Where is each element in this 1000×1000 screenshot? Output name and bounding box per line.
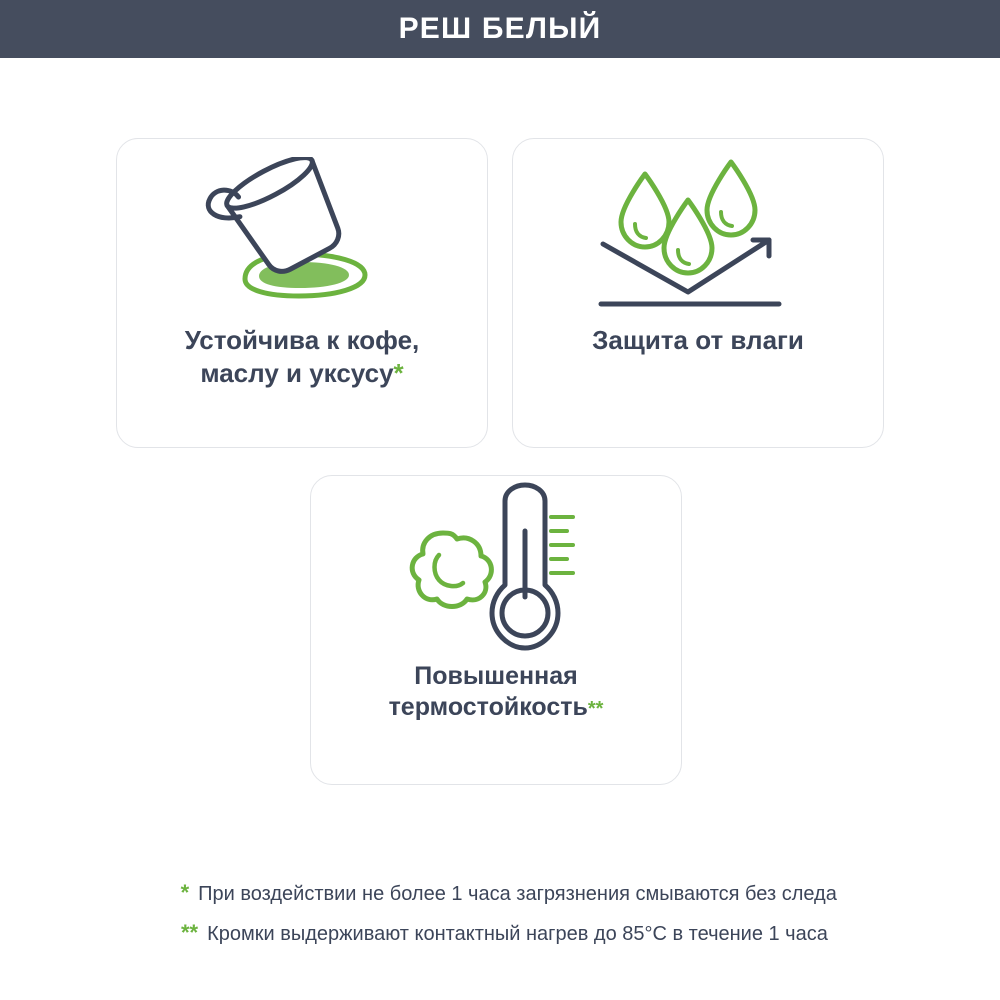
feature-label-line2: маслу и уксусу	[200, 357, 394, 388]
feature-card-label	[574, 324, 822, 357]
footnote-single-asterisk	[163, 880, 837, 906]
feature-card-coffee-oil-vinegar-resistance[interactable]	[116, 138, 488, 448]
footnote-marker-double: **	[181, 920, 199, 945]
page-title: РЕШ БЕЛЫЙ	[398, 12, 602, 45]
thermometer-steam-icon	[311, 476, 681, 661]
footnotes	[0, 880, 1000, 946]
footnote-text: При воздействии не более 1 часа загрязнения смываются без следа	[198, 883, 837, 905]
footnote-double-asterisk	[172, 920, 828, 946]
footnote-marker-single: *	[180, 880, 190, 905]
spilled-cup-icon	[117, 139, 487, 324]
feature-label-line2: термостойкость	[388, 693, 588, 722]
footnote-marker: *	[393, 357, 404, 388]
footnote-text: Кромки выдерживают контактный нагрев до 85°C в течение 1 часа	[207, 923, 828, 945]
feature-card-moisture-protection[interactable]	[512, 138, 884, 448]
feature-label-line1: Защита от влаги	[592, 325, 804, 355]
feature-card-label	[167, 324, 438, 389]
feature-label-line1: Устойчива к кофе,	[184, 325, 420, 355]
footnote-marker: **	[587, 698, 604, 721]
feature-cards-area	[0, 58, 1000, 758]
feature-card-label	[371, 661, 622, 724]
water-drops-repel-icon	[513, 139, 883, 324]
feature-card-heat-resistance[interactable]	[310, 475, 682, 785]
feature-label-line1: Повышенная	[414, 662, 578, 690]
header-bar	[0, 0, 1000, 58]
